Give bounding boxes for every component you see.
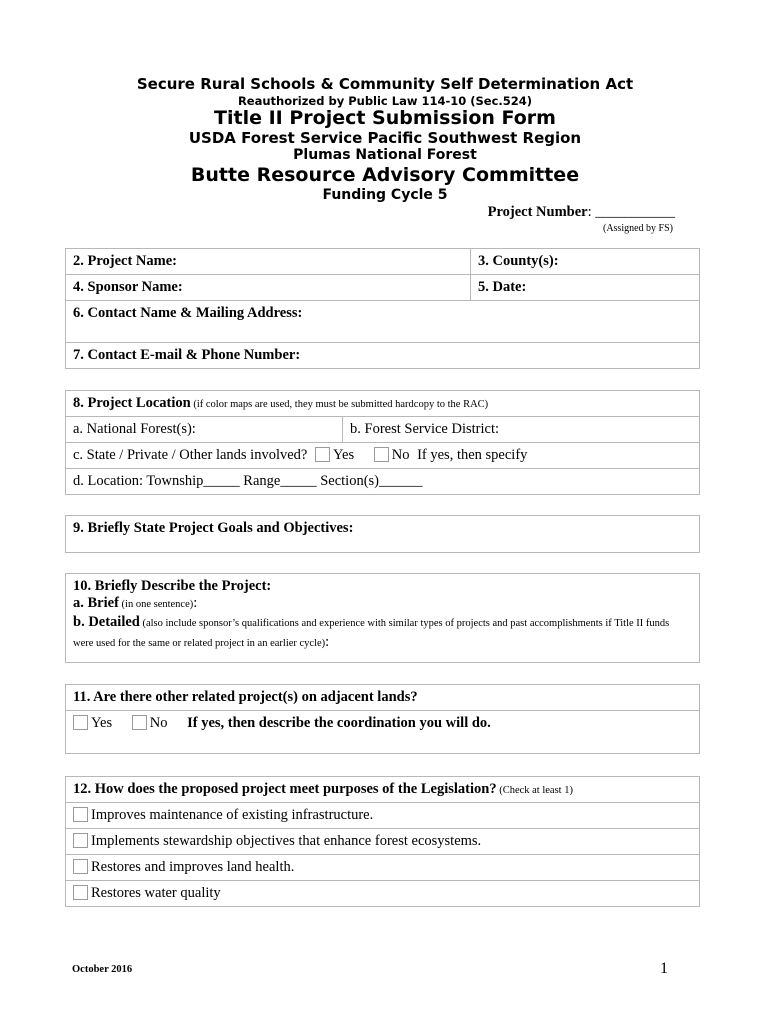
- project-number-note: (Assigned by FS): [602, 223, 673, 234]
- page-number: 1: [660, 960, 668, 977]
- committee-name: Butte Resource Advisory Committee: [190, 164, 580, 186]
- township-field[interactable]: d. Location: Township_____ Range_____ Section(s)______: [66, 469, 700, 495]
- related-answer[interactable]: [66, 711, 700, 754]
- purpose-checkbox[interactable]: [73, 885, 88, 900]
- brief-colon: :: [193, 595, 198, 611]
- public-law-subtitle: Reauthorized by Public Law 114-10 (Sec.524): [237, 94, 533, 108]
- project-number-blank[interactable]: ___________: [591, 204, 675, 220]
- detailed-line: [73, 613, 692, 653]
- detailed-note: (also include sponsor’s qualifications and experience with similar types of projects and past accomplishments if Title II funds were used for the same or related project in an earlier cycle): [73, 618, 670, 649]
- purpose-label: Restores water quality: [91, 885, 221, 901]
- related-describe: If yes, then describe the coordination you will do.: [187, 715, 491, 731]
- goals-table: [65, 515, 700, 553]
- detailed-colon: :: [325, 634, 330, 650]
- purpose-option[interactable]: [66, 803, 700, 829]
- region-name: USDA Forest Service Pacific Southwest Region: [188, 129, 582, 147]
- purpose-checkbox[interactable]: [73, 859, 88, 874]
- lands-question: c. State / Private / Other lands involved?: [73, 447, 308, 463]
- purpose-option[interactable]: [66, 881, 700, 907]
- related-table: [65, 684, 700, 754]
- county-field[interactable]: 3. County(s):: [471, 249, 700, 275]
- purposes-heading: [66, 777, 700, 803]
- purpose-option[interactable]: [66, 855, 700, 881]
- project-number-colon: :: [587, 204, 592, 220]
- related-heading: 11. Are there other related project(s) on adjacent lands?: [66, 685, 700, 711]
- location-heading-label: 8. Project Location: [73, 395, 191, 411]
- lands-no-checkbox[interactable]: [374, 447, 389, 462]
- forest-name: Plumas National Forest: [293, 147, 477, 163]
- lands-specify: If yes, then specify: [417, 447, 528, 463]
- lands-row: [66, 443, 700, 469]
- related-yes-checkbox[interactable]: [73, 715, 88, 730]
- brief-label: a. Brief: [73, 595, 119, 611]
- sponsor-name-field[interactable]: 4. Sponsor Name:: [66, 275, 471, 301]
- related-no-label: No: [149, 715, 168, 731]
- goals-field[interactable]: 9. Briefly State Project Goals and Objectives:: [66, 516, 700, 553]
- describe-heading: 10. Briefly Describe the Project:: [73, 578, 272, 594]
- district-field[interactable]: b. Forest Service District:: [343, 417, 700, 443]
- purpose-checkbox[interactable]: [73, 833, 88, 848]
- lands-yes-label: Yes: [332, 447, 355, 463]
- location-note: (if color maps are used, they must be submitted hardcopy to the RAC): [190, 399, 489, 410]
- purpose-label: Implements stewardship objectives that enhance forest ecosystems.: [91, 833, 482, 849]
- project-info-table: [65, 248, 700, 369]
- lands-yes-checkbox[interactable]: [315, 447, 330, 462]
- purpose-checkbox[interactable]: [73, 807, 88, 822]
- brief-line: [73, 595, 692, 613]
- related-yes-label: Yes: [91, 715, 113, 731]
- date-field[interactable]: 5. Date:: [471, 275, 700, 301]
- national-forest-field[interactable]: a. National Forest(s):: [66, 417, 343, 443]
- describe-field[interactable]: [66, 574, 700, 663]
- project-number: [488, 204, 675, 221]
- footer-date: October 2016: [72, 964, 133, 975]
- contact-address-field[interactable]: 6. Contact Name & Mailing Address:: [66, 301, 700, 343]
- lands-no-label: No: [391, 447, 410, 463]
- purposes-note: (Check at least 1): [496, 785, 573, 796]
- location-table: [65, 390, 700, 495]
- project-number-label: Project Number: [487, 204, 588, 220]
- contact-email-field[interactable]: 7. Contact E-mail & Phone Number:: [66, 343, 700, 369]
- purpose-option[interactable]: [66, 829, 700, 855]
- act-title: Secure Rural Schools & Community Self Determination Act: [136, 75, 634, 93]
- describe-table: [65, 573, 700, 663]
- location-heading: [66, 391, 700, 417]
- purpose-label: Improves maintenance of existing infrastructure.: [91, 807, 374, 823]
- brief-note: (in one sentence): [118, 599, 194, 610]
- purpose-label: Restores and improves land health.: [91, 859, 295, 875]
- funding-cycle: Funding Cycle 5: [322, 187, 448, 203]
- project-name-field[interactable]: 2. Project Name:: [66, 249, 471, 275]
- purposes-heading-label: 12. How does the proposed project meet purposes of the Legislation?: [73, 781, 497, 797]
- related-no-checkbox[interactable]: [132, 715, 147, 730]
- purposes-table: [65, 776, 700, 907]
- form-title: Title II Project Submission Form: [214, 107, 556, 129]
- detailed-label: b. Detailed: [73, 614, 140, 630]
